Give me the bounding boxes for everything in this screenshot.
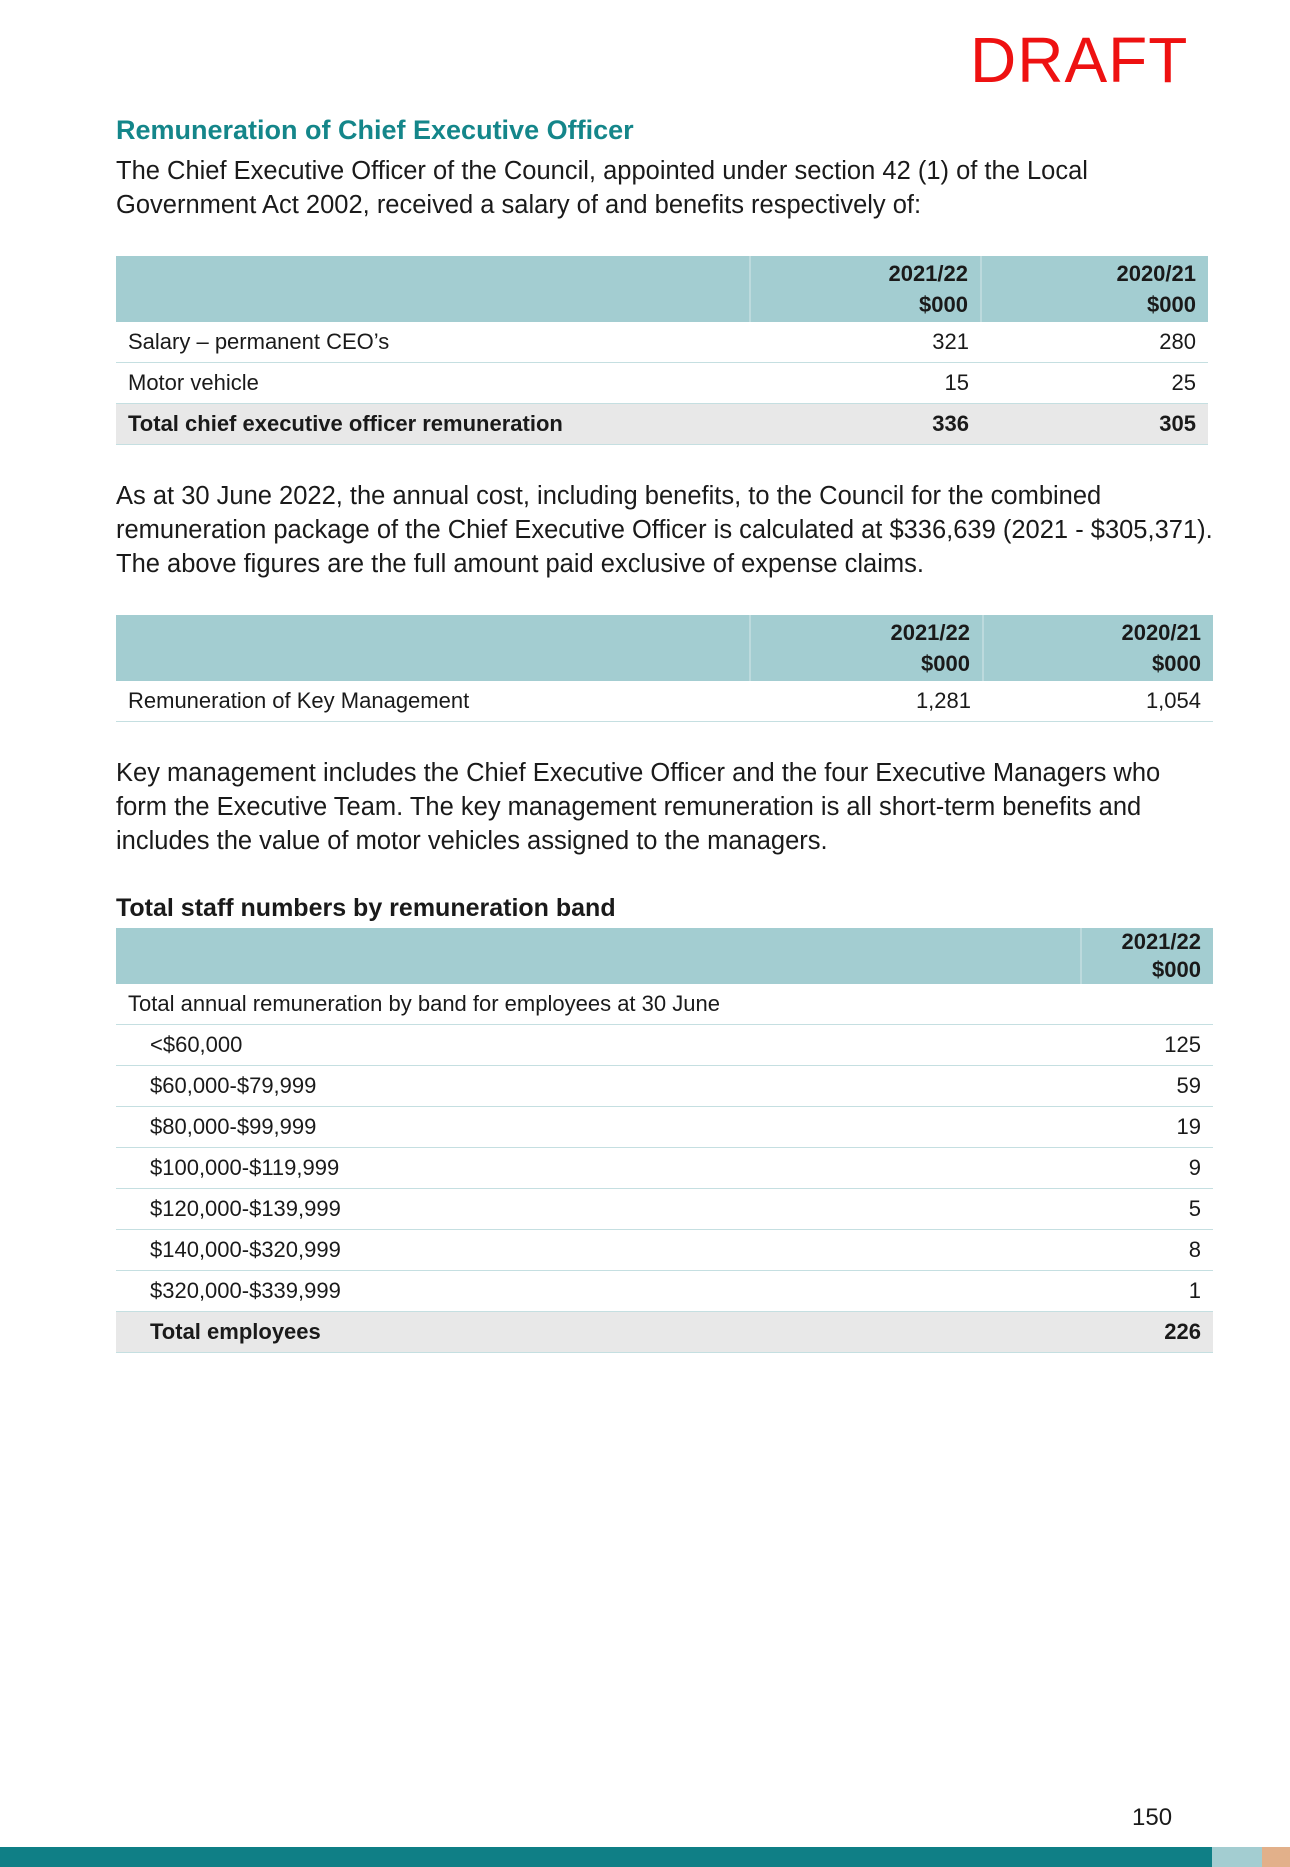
row-value-2020-21: 25 (981, 363, 1208, 404)
table-row (116, 681, 1213, 722)
row-label: Motor vehicle (116, 363, 750, 404)
cost-paragraph: As at 30 June 2022, the annual cost, including benefits, to the Council for the combined remuneration package of the Chief Executive Officer is calculated at $336,639 (2021 - $305,371). The above figures are the full amount paid exclusive of expense claims. (116, 482, 1213, 578)
row-value-2020-21: 280 (981, 322, 1208, 363)
band-intro-row (116, 984, 1213, 1025)
band-label: <$60,000 (116, 1025, 1081, 1066)
ceo-remuneration-table (116, 256, 1208, 445)
band-row (116, 1189, 1213, 1230)
band-row (116, 1107, 1213, 1148)
header-blank-cell (116, 928, 1081, 984)
band-value: 125 (1081, 1025, 1213, 1066)
intro-paragraph: The Chief Executive Officer of the Council, appointed under section 42 (1) of the Local Government Act 2002, received a salary of and benefits respectively of: (116, 157, 1088, 219)
row-value-2021-22: 1,281 (750, 681, 983, 722)
total-employees-row (116, 1312, 1213, 1353)
band-row (116, 1066, 1213, 1107)
band-value: 59 (1081, 1066, 1213, 1107)
table-header (116, 256, 1208, 322)
header-year-2020-21: 2020/21 $000 (981, 256, 1208, 322)
band-label: $120,000-$139,999 (116, 1189, 1081, 1230)
row-value-2021-22: 15 (750, 363, 981, 404)
row-label: Salary – permanent CEO’s (116, 322, 750, 363)
draft-watermark: DRAFT (970, 24, 1189, 96)
band-value: 8 (1081, 1230, 1213, 1271)
band-value: 1 (1081, 1271, 1213, 1312)
page-number: 150 (1132, 1804, 1173, 1831)
header-year-2021-22: 2021/22 $000 (750, 256, 981, 322)
total-value: 226 (1081, 1312, 1213, 1353)
band-value: 5 (1081, 1189, 1213, 1230)
band-row (116, 1025, 1213, 1066)
key-management-paragraph: Key management includes the Chief Executive Officer and the four Executive Managers who form the Executive Team. The key management remuneration is all short-term benefits and includes the value of motor vehicles assigned to the managers. (116, 759, 1161, 855)
row-label: Remuneration of Key Management (116, 681, 750, 722)
header-blank-cell (116, 615, 750, 681)
band-value: 19 (1081, 1107, 1213, 1148)
row-value-2021-22: 321 (750, 322, 981, 363)
total-row (116, 404, 1208, 445)
table-header (116, 615, 1213, 681)
band-row (116, 1148, 1213, 1189)
header-year-2021-22: 2021/22 $000 (750, 615, 983, 681)
band-label: $80,000-$99,999 (116, 1107, 1081, 1148)
table-row (116, 363, 1208, 404)
footer-color-bar (0, 1847, 1290, 1867)
section-heading: Remuneration of Chief Executive Officer (116, 115, 634, 145)
band-label: $140,000-$320,999 (116, 1230, 1081, 1271)
band-label: $100,000-$119,999 (116, 1148, 1081, 1189)
header-year-2021-22: 2021/22 $000 (1081, 928, 1213, 984)
key-management-table (116, 615, 1213, 722)
table-header (116, 928, 1213, 984)
total-value-2020-21: 305 (981, 404, 1208, 445)
band-section-heading: Total staff numbers by remuneration band (116, 894, 616, 922)
header-year-2020-21: 2020/21 $000 (983, 615, 1213, 681)
footer-bar-segment (1212, 1847, 1262, 1867)
band-row (116, 1271, 1213, 1312)
total-label: Total employees (116, 1312, 1081, 1353)
footer-bar-segment (1262, 1847, 1290, 1867)
band-label: $320,000-$339,999 (116, 1271, 1081, 1312)
header-blank-cell (116, 256, 750, 322)
total-label: Total chief executive officer remuneration (116, 404, 750, 445)
band-label: $60,000-$79,999 (116, 1066, 1081, 1107)
row-value-2020-21: 1,054 (983, 681, 1213, 722)
remuneration-band-table (116, 928, 1213, 1353)
total-value-2021-22: 336 (750, 404, 981, 445)
page-content (116, 112, 1216, 1353)
band-row (116, 1230, 1213, 1271)
band-value: 9 (1081, 1148, 1213, 1189)
table-row (116, 322, 1208, 363)
band-intro-label: Total annual remuneration by band for employees at 30 June (116, 984, 1081, 1025)
